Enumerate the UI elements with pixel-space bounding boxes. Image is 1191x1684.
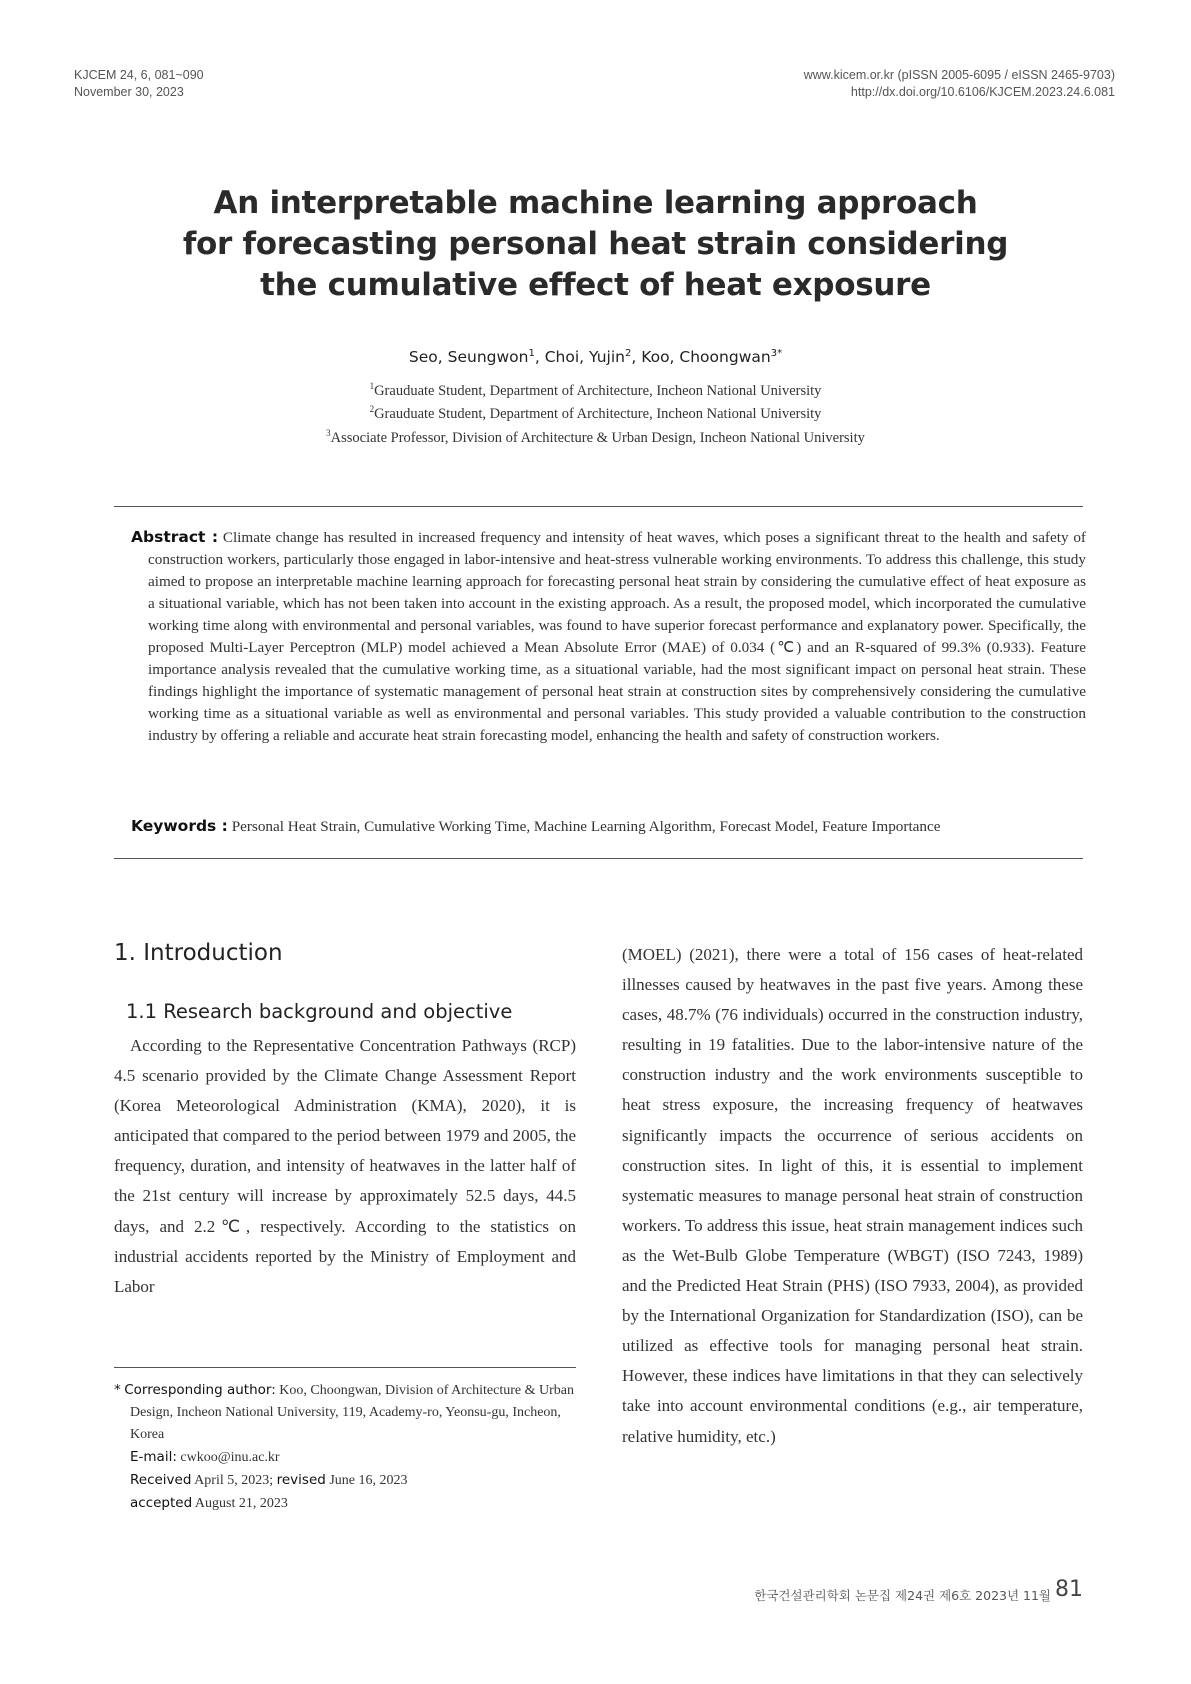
email-label: E-mail: (130, 1449, 177, 1465)
abstract-top-rule (114, 506, 1083, 507)
corresponding-author (114, 1379, 576, 1446)
author-3: Koo, Choongwan (641, 348, 771, 367)
affiliations (150, 377, 1041, 447)
affiliation-2-sup: 2 (369, 404, 375, 415)
author-1-sup: 1 (528, 348, 535, 359)
affiliation-2 (150, 400, 1041, 423)
keywords-text: Personal Heat Strain, Cumulative Working Time, Machine Learning Algorithm, Forecast Model, Feature Importance (231, 818, 941, 835)
affiliation-2-text: Grauduate Student, Department of Architecture, Incheon National University (374, 406, 822, 423)
received-date: April 5, 2023; (194, 1473, 274, 1488)
footnote-star: * (114, 1382, 121, 1398)
footer-journal: 한국건설관리학회 논문집 제24권 제6호 2023년 11월 (754, 1588, 1051, 1603)
author-list: Seo, Seungwon$^1$, Choi, Yujin$^2$, Koo, Choongwan$^{3*}$ (408, 348, 783, 367)
accepted-label: accepted (130, 1495, 193, 1511)
affiliation-1-text: Grauduate Student, Department of Architecture, Incheon National University (374, 382, 822, 399)
affiliation-3-text: Associate Professor, Division of Architecture & Urban Design, Incheon National University (330, 429, 865, 446)
paper-title (150, 183, 1041, 306)
keywords-label: Keywords : (131, 817, 228, 835)
received-label: Received (130, 1472, 192, 1488)
author-3-sup: 3* (770, 348, 783, 359)
section-heading: 1. Introduction (114, 940, 283, 966)
issn-text: www.kicem.or.kr (pISSN 2005-6095 / eISSN 2465-9703) (803, 68, 1115, 82)
affiliation-3 (150, 424, 1041, 447)
revised-label: revised (276, 1472, 326, 1488)
body-right-column: (MOEL) (2021), there were a total of 156 cases of heat-related illnesses caused by heatwaves in the past five years. Among these cases, 48.7% (76 individuals) occurred in the construction industry, resulting in 19 fatalities. Due to the labor-intensive nature of the construction industry and the work environments susceptible to heat stress exposure, the increasing frequency of heatwaves significantly impacts the occurrence of serious accidents on construction sites. In light of this, it is essential to implement systematic measures to manage personal heat strain of construction workers. To address this issue, heat strain management indices such as the Wet-Bulb Globe Temperature (WBGT) (ISO 7243, 1989) and the Predicted Heat Strain (PHS) (ISO 7933, 2004), as provided by the International Organization for Standardization (ISO), can be utilized as effective tools for managing personal heat strain. However, these indices have limitations in that they can selectively take into account environmental conditions (e.g., air temperature, relative humidity, etc.) (622, 945, 1083, 1446)
doi-link[interactable]: http://dx.doi.org/10.6106/KJCEM.2023.24.6.081 (850, 85, 1115, 99)
received-line (114, 1469, 576, 1492)
header-left (74, 67, 204, 101)
author-1: Seo, Seungwon (408, 348, 529, 367)
abstract-block (131, 526, 1086, 747)
journal-volume: KJCEM 24, 6, 081~090 (74, 68, 204, 82)
page-number: 81 (1055, 1577, 1083, 1602)
abstract-text: Climate change has resulted in increased frequency and intensity of heat waves, which poses a significant threat to the health and safety of construction workers, particularly those engaged in labor-intensive and heat-stress vulnerable working environments. To address this challenge, this study aimed to propose an interpretable machine learning approach for forecasting personal heat strain by considering the cumulative effect of heat exposure as a situational variable, which has not been taken into account in the existing approach. As a result, the proposed model, which incorporated the cumulative working time along with environmental and personal variables, was found to have superior forecast performance and explanatory power. Specifically, the proposed Multi-Layer Perceptron (MLP) model achieved a Mean Absolute Error (MAE) of 0.034 (℃) and an R-squared of 99.3% (0.933). Feature importance analysis revealed that the cumulative working time, as a situational variable, had the most significant impact on personal heat strain. These findings highlight the importance of systematic management of personal heat strain at construction sites by comprehensively considering the cumulative working time as a situational variable as well as environmental and personal variables. This study provided a valuable contribution to the construction industry by offering a reliable and accurate heat strain forecasting model, enhancing the health and safety of construction workers. (148, 529, 1086, 744)
corr-label: Corresponding author: (124, 1382, 276, 1398)
keywords-block (131, 815, 1069, 838)
subsection-heading: 1.1 Research background and objective (126, 1000, 513, 1023)
abstract-bottom-rule (114, 858, 1083, 859)
abstract-label: Abstract : (131, 528, 219, 546)
title-line-1: An interpretable machine learning approach (213, 185, 978, 221)
body-left-column: According to the Representative Concentration Pathways (RCP) 4.5 scenario provided by the Climate Change Assessment Report (Korea Meteorological Administration (KMA), 2020), it is anticipated that compared to the period between 1979 and 2005, the frequency, duration, and intensity of heatwaves in the latter half of the 21st century will increase by approximately 52.5 days, 44.5 days, and 2.2℃, respectively. According to the statistics on industrial accidents reported by the Ministry of Employment and Labor (114, 1036, 576, 1296)
email-address[interactable]: cwkoo@inu.ac.kr (180, 1450, 280, 1465)
affiliation-3-sup: 3 (326, 427, 331, 438)
publication-date: November 30, 2023 (74, 85, 184, 99)
corr-text: Koo, Choongwan, Division of Architecture & Urban Design, Incheon National University, 119, Academy-ro, Yeonsu-gu, Incheon, Korea (130, 1383, 574, 1442)
affiliation-1 (150, 377, 1041, 400)
accepted-date: August 21, 2023 (194, 1496, 288, 1511)
accepted-line (114, 1492, 576, 1515)
footnote (114, 1379, 576, 1515)
title-line-2: for forecasting personal heat strain considering (182, 226, 1009, 262)
revised-date: June 16, 2023 (329, 1473, 408, 1488)
header-right (804, 67, 1115, 101)
affiliation-1-sup: 1 (369, 381, 375, 391)
title-line-3: the cumulative effect of heat exposure (260, 267, 931, 303)
author-2-sup: 2 (624, 348, 632, 359)
author-2: Choi, Yujin (544, 348, 625, 367)
email-line (114, 1446, 576, 1469)
footnote-rule (114, 1367, 576, 1368)
